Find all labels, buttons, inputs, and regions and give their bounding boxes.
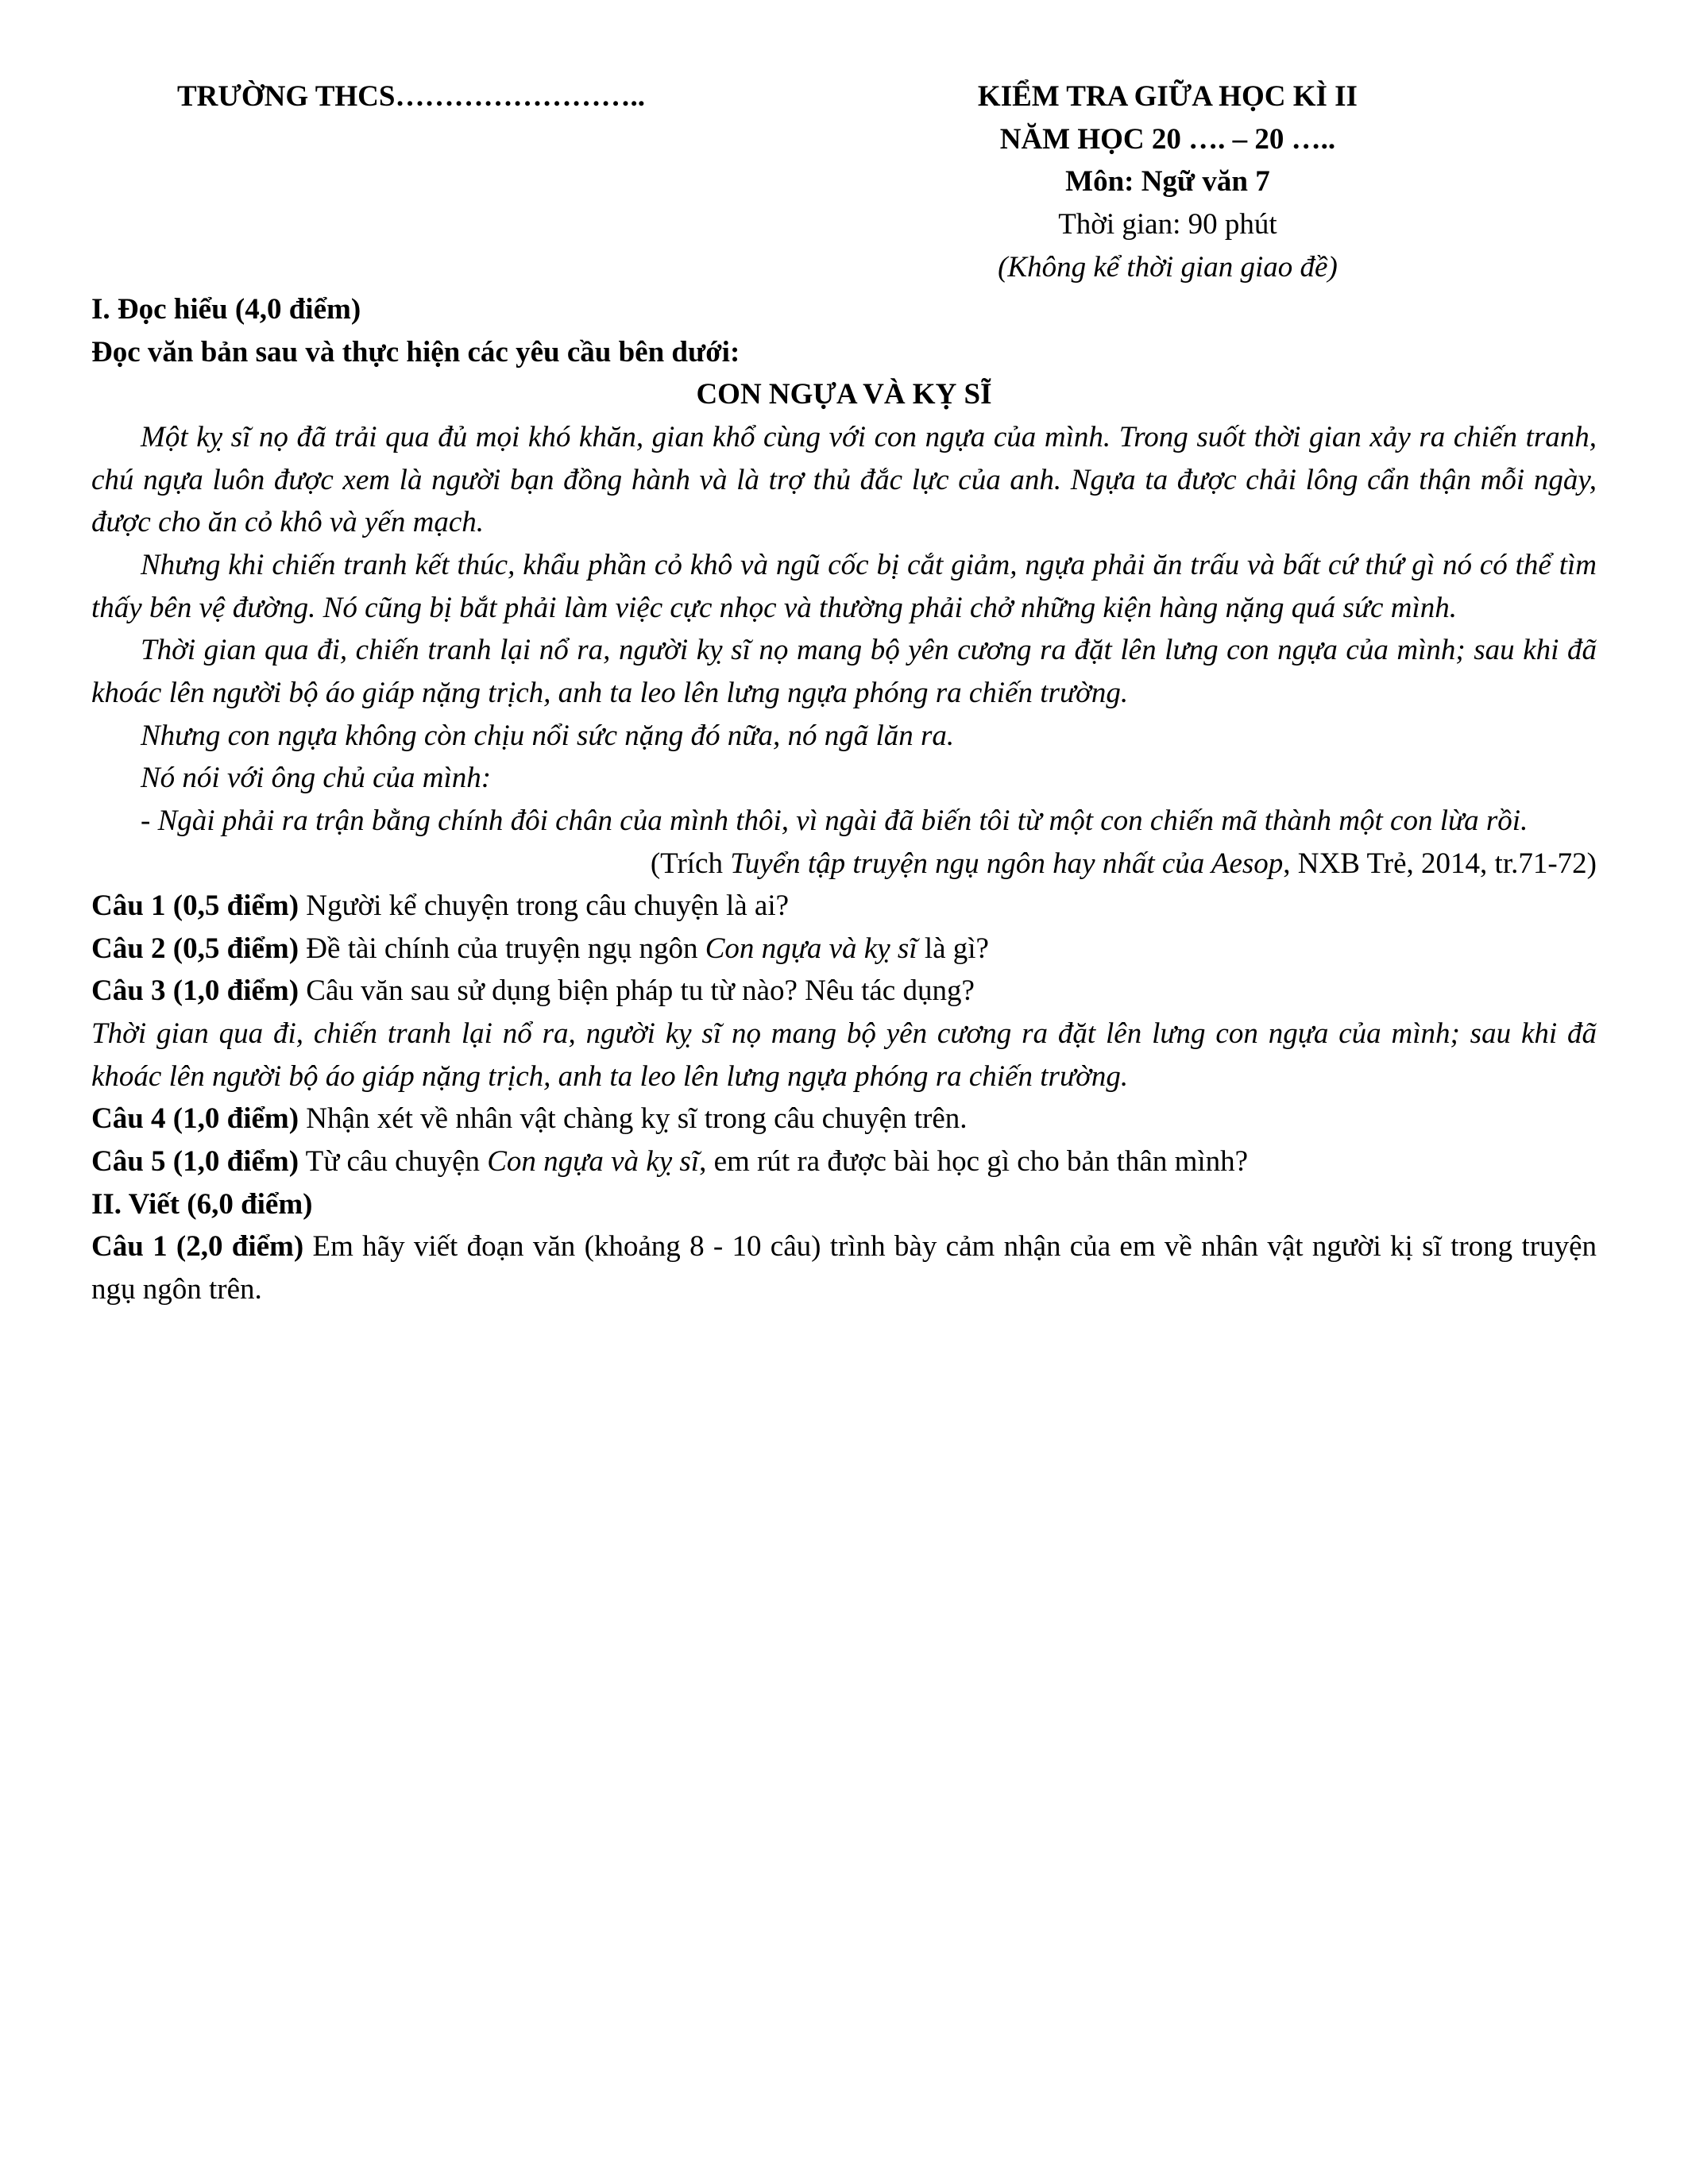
- writing-question-1-text: Em hãy viết đoạn văn (khoảng 8 - 10 câu) trình bày cảm nhận của em về nhân vật người kị sĩ trong truyện ngụ ngôn trên.: [91, 1230, 1597, 1306]
- story-paragraph: Một kỵ sĩ nọ đã trải qua đủ mọi khó khăn, gian khổ cùng với con ngựa của mình. Trong suốt thời gian xảy ra chiến tranh, chú ngựa luôn được xem là người bạn đồng hành và là trợ thủ đắc lực của anh. Ngựa ta được chải lông cẩn thận mỗi ngày, được cho ăn cỏ khô và yến mạch.: [91, 421, 1597, 539]
- writing-question-1-label: Câu 1 (2,0 điểm): [91, 1230, 304, 1264]
- reading-instruction: Đọc văn bản sau và thực hiện các yêu cầu bên dưới:: [91, 335, 740, 369]
- citation-prefix: (Trích: [650, 847, 723, 880]
- question-5-text: Từ câu chuyện: [305, 1145, 480, 1179]
- question-5: [91, 1140, 1597, 1183]
- question-4-text: Nhận xét về nhân vật chàng kỵ sĩ trong câu chuyện trên.: [306, 1102, 968, 1136]
- story-paragraph: - Ngài phải ra trận bằng chính đôi chân của mình thôi, vì ngài đã biến tôi từ một con chiến mã thành một con lừa rồi.: [141, 804, 1528, 837]
- school-year: NĂM HỌC 20 …. – 20 …..: [999, 122, 1336, 156]
- citation-source: Tuyển tập truyện ngụ ngôn hay nhất của Aesop: [730, 847, 1284, 880]
- question-3-label: Câu 3 (1,0 điểm): [91, 974, 299, 1008]
- question-5-story-title: Con ngựa và kỵ sĩ: [487, 1145, 700, 1179]
- school-name: TRƯỜNG THCS……………………..: [177, 80, 645, 113]
- question-2-story-title: Con ngựa và kỵ sĩ: [705, 932, 917, 965]
- question-2-label: Câu 2 (0,5 điểm): [91, 932, 299, 965]
- question-1-label: Câu 1 (0,5 điểm): [91, 889, 299, 923]
- question-1-text: Người kể chuyện trong câu chuyện là ai?: [306, 889, 790, 923]
- section-2-heading: II. Viết (6,0 điểm): [91, 1187, 313, 1221]
- writing-question-1: [91, 1225, 1597, 1310]
- story-citation: [91, 843, 1597, 886]
- story-title: CON NGỰA VÀ KỴ SĨ: [696, 378, 992, 411]
- exam-header: [91, 75, 1597, 288]
- question-5-label: Câu 5 (1,0 điểm): [91, 1145, 299, 1179]
- exam-subject: Môn: Ngữ văn 7: [1065, 165, 1270, 199]
- question-2-text: Đề tài chính của truyện ngụ ngôn: [306, 932, 698, 965]
- exam-title: KIỂM TRA GIỮA HỌC KÌ II: [977, 80, 1358, 113]
- citation-suffix: , NXB Trẻ, 2014, tr.71-72): [1283, 847, 1597, 880]
- story-paragraph: Thời gian qua đi, chiến tranh lại nổ ra, người kỵ sĩ nọ mang bộ yên cương ra đặt lên lưng con ngựa của mình; sau khi đã khoác lên người bộ áo giáp nặng trịch, anh ta leo lên lưng ngựa phóng ra chiến trường.: [91, 634, 1597, 709]
- question-2-text-end: là gì?: [924, 932, 989, 965]
- exam-duration: Thời gian: 90 phút: [1058, 207, 1277, 241]
- exam-title-block: [739, 75, 1597, 288]
- question-5-text-end: , em rút ra được bài học gì cho bản thân mình?: [699, 1145, 1249, 1179]
- question-3: [91, 970, 1597, 1013]
- question-3-quote: Thời gian qua đi, chiến tranh lại nổ ra, người kỵ sĩ nọ mang bộ yên cương ra đặt lên lưng con ngựa của mình; sau khi đã khoác lên người bộ áo giáp nặng trịch, anh ta leo lên lưng ngựa phóng ra chiến trường.: [91, 1017, 1597, 1093]
- story-paragraph: Nhưng khi chiến tranh kết thúc, khẩu phần cỏ khô và ngũ cốc bị cắt giảm, ngựa phải ăn trấu và bất cứ thứ gì nó có thể tìm thấy bên vệ đường. Nó cũng bị bắt phải làm việc cực nhọc và thường phải chở những kiện hàng nặng quá sức mình.: [91, 549, 1597, 624]
- section-1-heading: I. Đọc hiểu (4,0 điểm): [91, 293, 361, 326]
- question-2: [91, 928, 1597, 970]
- exam-note: (Không kể thời gian giao đề): [998, 250, 1338, 284]
- question-1: [91, 885, 1597, 928]
- question-3-text: Câu văn sau sử dụng biện pháp tu từ nào? Nêu tác dụng?: [306, 974, 975, 1008]
- question-4-label: Câu 4 (1,0 điểm): [91, 1102, 299, 1136]
- story-paragraph: Nhưng con ngựa không còn chịu nổi sức nặng đó nữa, nó ngã lăn ra.: [141, 719, 955, 752]
- story-paragraph: Nó nói với ông chủ của mình:: [141, 762, 492, 795]
- question-4: [91, 1098, 1597, 1140]
